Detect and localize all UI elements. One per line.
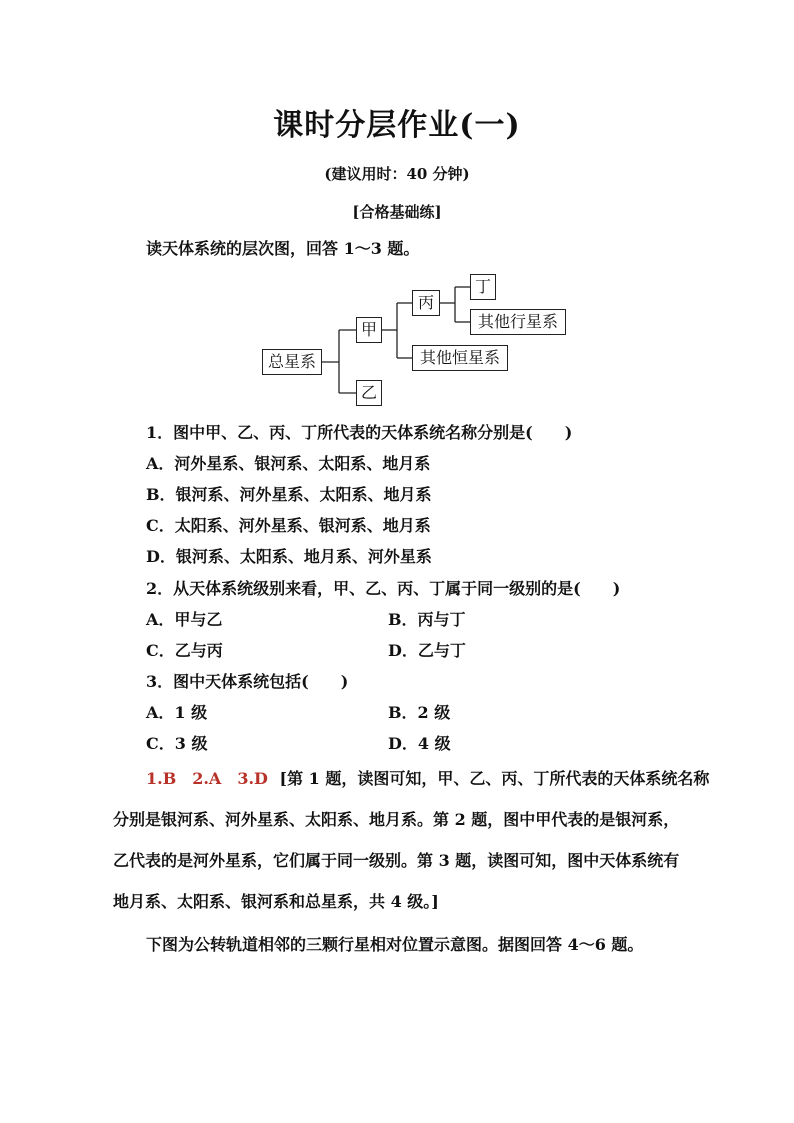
answer-explanation-start: [第 1 题，读图可知，甲、乙、丙、丁所代表的天体系统名称	[279, 769, 710, 788]
answer-line-3: 乙代表的是河外星系，它们属于同一级别。第 3 题，读图可知，图中天体系统有	[113, 851, 680, 870]
question-3-option-c: C．3 级	[146, 734, 208, 753]
diagram-connector-lines	[0, 0, 794, 420]
intro-questions-1-3: 读天体系统的层次图，回答 1～3 题。	[146, 239, 420, 258]
diagram-node-ding: 丁	[470, 274, 496, 300]
answer-line-4: 地月系、太阳系、银河系和总星系，共 4 级。]	[113, 892, 439, 911]
question-3-option-a: A．1 级	[146, 703, 208, 722]
question-3-option-d: D．4 级	[388, 734, 451, 753]
question-1-option-b: B．银河系、河外星系、太阳系、地月系	[146, 485, 432, 504]
diagram-node-other-planets: 其他行星系	[470, 309, 566, 335]
question-3-stem: 3．图中天体系统包括( )	[146, 672, 349, 691]
question-2-option-b: B．丙与丁	[388, 610, 466, 629]
section-label: [合格基础练]	[352, 203, 442, 221]
question-1-option-d: D．银河系、太阳系、地月系、河外星系	[146, 547, 432, 566]
diagram-node-yi: 乙	[356, 380, 382, 406]
question-2-option-c: C．乙与丙	[146, 641, 223, 660]
question-3-option-b: B．2 级	[388, 703, 451, 722]
question-2-stem: 2．从天体系统级别来看，甲、乙、丙、丁属于同一级别的是( )	[146, 579, 621, 598]
answer-line-2: 分别是银河系、河外星系、太阳系、地月系。第 2 题，图中甲代表的是银河系，	[113, 810, 680, 829]
question-2-option-d: D．乙与丁	[388, 641, 466, 660]
question-1-stem: 1．图中甲、乙、丙、丁所代表的天体系统名称分别是( )	[146, 423, 573, 442]
diagram-node-jia: 甲	[356, 317, 382, 343]
answer-keys: 1.B 2.A 3.D	[146, 769, 268, 788]
diagram-node-other-stars: 其他恒星系	[412, 345, 508, 371]
diagram-node-bing: 丙	[412, 290, 440, 316]
question-1-option-a: A．河外星系、银河系、太阳系、地月系	[146, 454, 431, 473]
question-2-option-a: A．甲与乙	[146, 610, 223, 629]
suggested-time: (建议用时：40 分钟)	[324, 165, 470, 183]
intro-questions-4-6: 下图为公转轨道相邻的三颗行星相对位置示意图。据图回答 4～6 题。	[146, 935, 644, 954]
diagram-node-root: 总星系	[262, 349, 322, 375]
question-1-option-c: C．太阳系、河外星系、银河系、地月系	[146, 516, 431, 535]
page-title: 课时分层作业(一)	[273, 108, 521, 143]
answer-line-1	[146, 766, 709, 789]
